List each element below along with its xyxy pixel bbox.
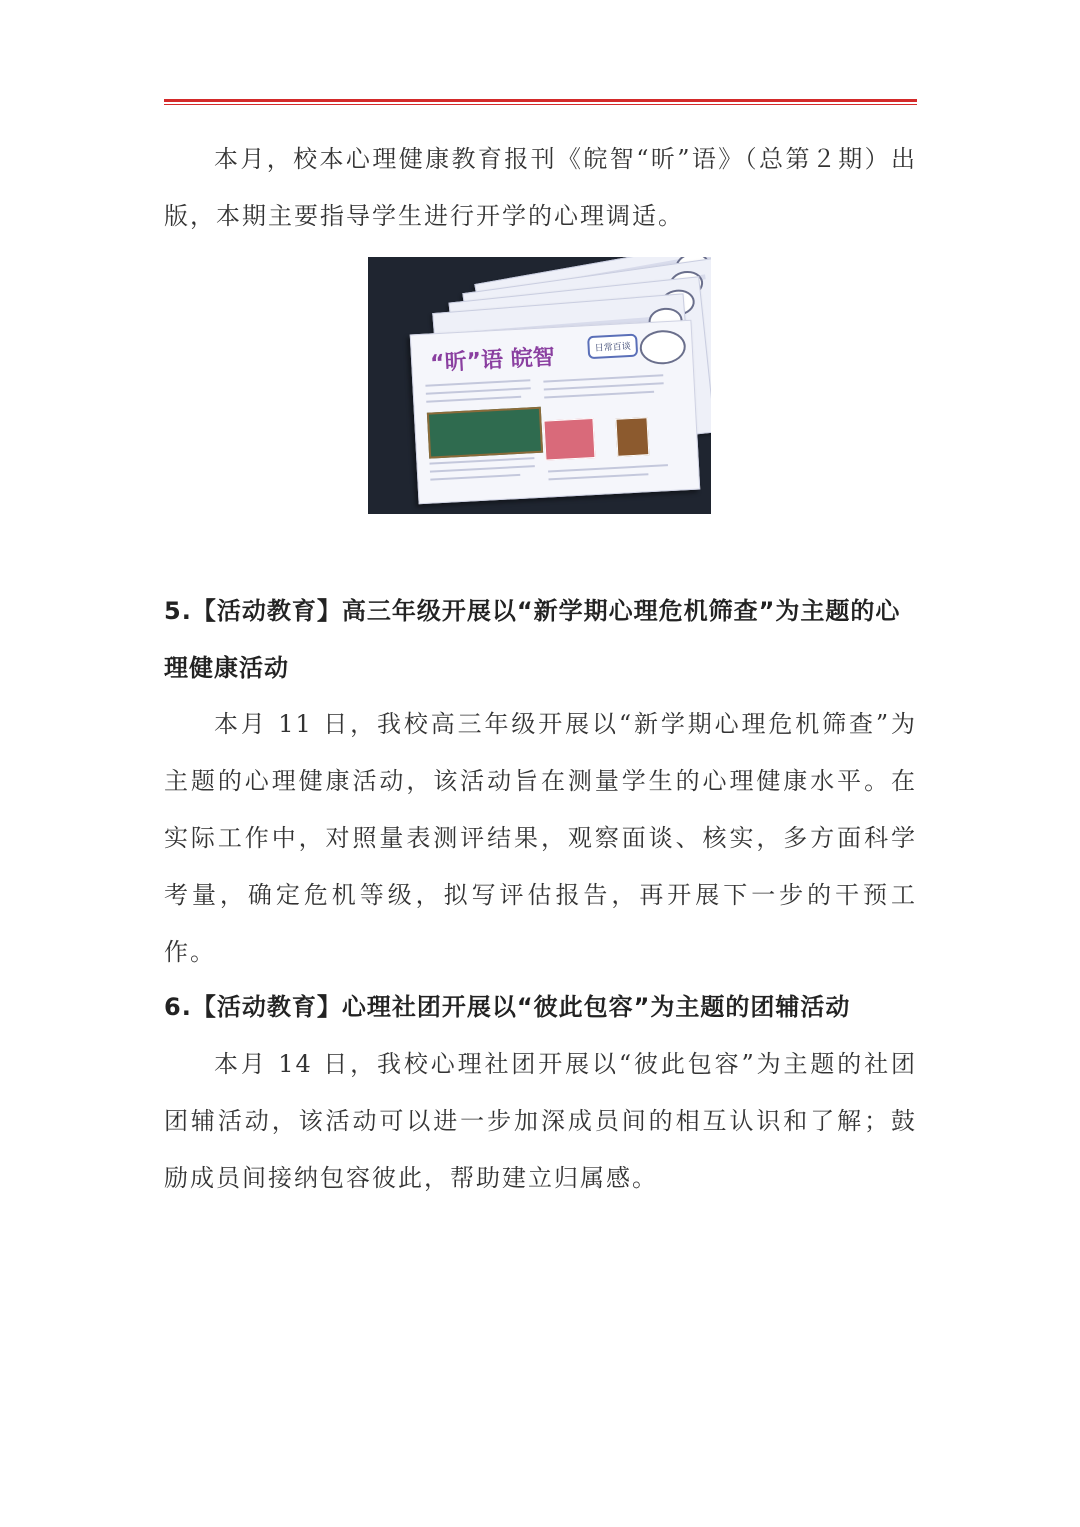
cartoon-bear-illustration xyxy=(639,329,687,365)
chalkboard-illustration xyxy=(427,407,543,459)
newsletter-front-page xyxy=(410,320,701,505)
newsletter-badge: 日常百谈 xyxy=(587,334,638,360)
newsletter-photo xyxy=(368,257,711,514)
illustration-image xyxy=(543,418,595,461)
newsletter-title-art: “昕”语 皖智 xyxy=(429,344,556,377)
header-rule-thick xyxy=(164,99,917,102)
header-rule-thin xyxy=(164,104,917,105)
book-cover-image xyxy=(615,417,649,457)
section-6-body: 本月 14 日，我校心理社团开展以“彼此包容”为主题的社团团辅活动，该活动可以进一步加深成员间的相互认识和了解；鼓励成员间接纳包容彼此，帮助建立归属感。 xyxy=(164,1050,917,1192)
section-6-heading: 6.【活动教育】心理社团开展以“彼此包容”为主题的团辅活动 xyxy=(164,993,851,1021)
intro-paragraph: 本月，校本心理健康教育报刊《皖智“昕”语》（总第２期）出版，本期主要指导学生进行开学的心理调适。 xyxy=(164,145,917,230)
section-5-heading: 5.【活动教育】高三年级开展以“新学期心理危机筛查”为主题的心理健康活动 xyxy=(164,597,901,682)
section-5-body: 本月 11 日，我校高三年级开展以“新学期心理危机筛查”为主题的心理健康活动，该活动旨在测量学生的心理健康水平。在实际工作中，对照量表测评结果，观察面谈、核实，多方面科学考量，确定危机等级，拟写评估报告，再开展下一步的干预工作。 xyxy=(164,710,917,966)
